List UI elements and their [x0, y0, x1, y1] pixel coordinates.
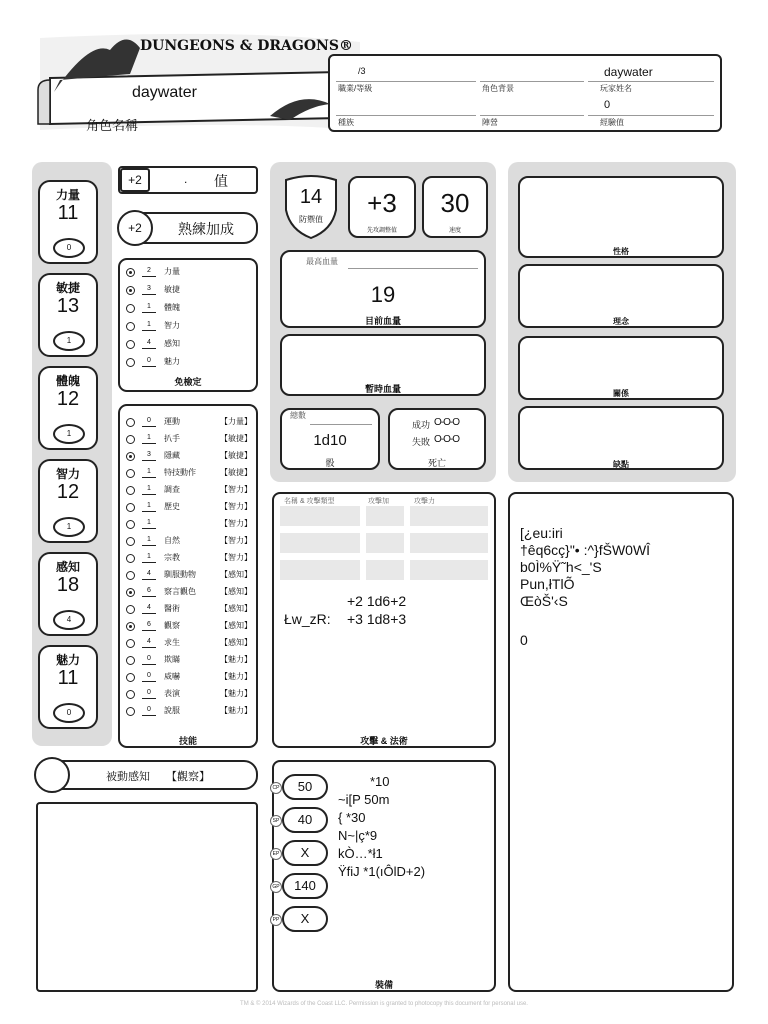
death-success-checks[interactable]: O-O-O [434, 417, 459, 428]
proficiency-dot[interactable] [126, 452, 135, 461]
features-line: 0 [520, 632, 528, 648]
attack-cell[interactable] [280, 506, 360, 526]
death-failure-checks[interactable]: O-O-O [434, 434, 459, 445]
hit-dice-caption: 骰 [325, 458, 335, 468]
proficiency-dot[interactable] [126, 605, 135, 614]
speed-value[interactable]: 30 [440, 188, 470, 218]
proficiency-dot[interactable] [126, 268, 135, 277]
skill-name: 欺瞞 [164, 655, 180, 664]
coin-cp[interactable] [272, 774, 328, 800]
features-line: Pun,łTlÕ [520, 576, 575, 592]
proficiency-dot[interactable] [126, 537, 135, 546]
save-name: 敏捷 [164, 285, 180, 294]
proficiency-dot[interactable] [126, 486, 135, 495]
skill-name: 宗教 [164, 553, 180, 562]
save-value: 3 [142, 284, 156, 295]
proficiency-dot[interactable] [126, 673, 135, 682]
skill-name: 說服 [164, 706, 180, 715]
skill-name: 特技動作 [164, 468, 196, 477]
hp-max-label: 最高血量 [306, 257, 338, 266]
skill-value: 4 [142, 637, 156, 648]
armor-class-value[interactable]: 14 [299, 186, 323, 208]
attack-cell[interactable] [280, 533, 360, 553]
ability-name: 體魄 [55, 374, 80, 388]
proficiency-dot[interactable] [126, 520, 135, 529]
coin-value: 50 [297, 779, 313, 794]
save-value: 1 [142, 302, 156, 313]
features-line: [¿eu:iri [520, 525, 563, 541]
proficiency-dot[interactable] [126, 435, 135, 444]
skill-name: 求生 [164, 638, 180, 647]
skill-value: 0 [142, 671, 156, 682]
skill-ability: 【感知】 [220, 621, 252, 630]
attack-cell[interactable] [366, 560, 404, 580]
inspiration-value[interactable]: +2 [120, 168, 150, 192]
saving-throws-box [118, 258, 258, 392]
bonds-label: 關係 [613, 389, 629, 398]
skill-ability: 【感知】 [220, 638, 252, 647]
proficiency-dot[interactable] [126, 707, 135, 716]
footer-copyright: TM & © 2014 Wizards of the Coast LLC. Permission is granted to photocopy this document for personal use. [240, 1001, 528, 1007]
coin-value: X [300, 911, 310, 926]
player-name-value[interactable]: daywater [604, 65, 653, 79]
coin-value: 140 [294, 878, 316, 893]
skill-ability: 【智力】 [220, 502, 252, 511]
coin-ep[interactable] [272, 840, 328, 866]
proficiency-label: 熟練加成 [178, 221, 234, 237]
character-info-box [328, 54, 722, 132]
attack-line-2-value[interactable]: +3 1d8+3 [347, 611, 407, 627]
save-value: 0 [142, 356, 156, 367]
save-name: 智力 [164, 321, 180, 330]
equipment-line[interactable]: ~i[P 50m [338, 792, 390, 807]
features-line: b0Ì%Ÿ˜h<_'S [520, 559, 602, 575]
proficiency-dot[interactable] [126, 588, 135, 597]
skill-ability: 【力量】 [220, 417, 252, 426]
death-success-label: 成功 [412, 420, 431, 430]
proficiency-dot[interactable] [126, 503, 135, 512]
player-name-label: 玩家姓名 [600, 84, 632, 93]
ability-modifier: 0 [53, 703, 85, 723]
skill-ability: 【敏捷】 [220, 434, 252, 443]
coin-code: EP [270, 848, 282, 860]
coin-code: CP [270, 782, 282, 794]
skill-ability: 【智力】 [220, 485, 252, 494]
coin-code: PP [270, 914, 282, 926]
skill-name: 觀察 [164, 621, 180, 630]
equipment-line[interactable]: *10 [370, 774, 390, 789]
ability-modifier: 0 [53, 238, 85, 258]
save-name: 魅力 [164, 357, 180, 366]
skill-value: 1 [142, 552, 156, 563]
death-failure-label: 失敗 [412, 437, 431, 447]
proficiency-value[interactable]: +2 [117, 210, 153, 246]
ability-str[interactable] [38, 180, 98, 264]
skill-ability: 【魅力】 [220, 672, 252, 681]
ability-score[interactable]: 11 [57, 202, 79, 224]
skill-ability: 【敏捷】 [220, 451, 252, 460]
skill-value: 6 [142, 620, 156, 631]
flaws-label: 缺點 [613, 460, 629, 469]
skill-value: 1 [142, 467, 156, 478]
attack-cell[interactable] [410, 506, 488, 526]
hit-dice-total-label: 總數 [290, 411, 306, 420]
skill-name: 自然 [164, 536, 180, 545]
skill-ability: 【感知】 [220, 570, 252, 579]
proficiency-dot[interactable] [126, 690, 135, 699]
attack-cell[interactable] [366, 506, 404, 526]
equipment-line[interactable]: { *30 [338, 810, 366, 825]
skill-ability: 【魅力】 [220, 655, 252, 664]
equipment-line[interactable]: N~|ç*9 [338, 828, 378, 843]
skill-value: 0 [142, 688, 156, 699]
ability-score[interactable]: 18 [56, 574, 80, 596]
skill-value: 4 [142, 603, 156, 614]
passive-perception-value[interactable] [34, 757, 70, 793]
skill-name: 歷史 [164, 502, 180, 511]
equipment-line[interactable]: ŸfiJ *1(ıÔlD+2) [338, 864, 426, 879]
background-label: 角色背景 [482, 84, 514, 93]
ability-modifier: 4 [53, 610, 85, 630]
save-name: 體魄 [164, 303, 180, 312]
skill-ability: 【智力】 [220, 553, 252, 562]
ability-int[interactable] [38, 459, 98, 543]
coin-code: SP [270, 815, 282, 827]
proficiency-dot[interactable] [126, 571, 135, 580]
skill-ability: 【感知】 [220, 587, 252, 596]
attack-cell[interactable] [280, 560, 360, 580]
proficiency-dot[interactable] [126, 322, 135, 331]
initiative-value[interactable]: +3 [367, 188, 397, 218]
skill-ability: 【魅力】 [220, 689, 252, 698]
skill-value: 1 [142, 501, 156, 512]
hp-current-label: 目前血量 [364, 316, 401, 326]
ability-name: 感知 [55, 560, 80, 574]
save-name: 力量 [164, 267, 180, 276]
equipment-line[interactable]: kÒ…*ł1 [338, 846, 383, 861]
features-line: ŒòŠ'‹S [520, 593, 568, 609]
saving-throws-title: 免檢定 [174, 377, 202, 387]
proficiency-dot[interactable] [126, 358, 135, 367]
skill-value: 1 [142, 433, 156, 444]
features-line: †êq6cç}"• :^}fŠW0WÎ [520, 542, 651, 558]
attacks-title: 攻擊 & 法術 [360, 736, 408, 746]
logo-text: DUNGEONS & DRAGONS® [140, 38, 353, 54]
attack-line-1[interactable]: +2 1d6+2 [347, 593, 407, 609]
ability-dex[interactable] [38, 273, 98, 357]
ability-con[interactable] [38, 366, 98, 450]
inspiration-label: 值 [214, 173, 228, 189]
skill-name: 運動 [164, 417, 180, 426]
skill-value: 1 [142, 518, 156, 529]
ability-score[interactable]: 12 [56, 388, 80, 410]
skill-ability: 【智力】 [220, 536, 252, 545]
ideals-label: 理念 [613, 317, 629, 326]
xp-value[interactable]: 0 [604, 99, 611, 111]
armor-class-label: 防禦值 [299, 215, 323, 224]
save-name: 感知 [164, 339, 180, 348]
coin-pp[interactable] [272, 906, 328, 932]
skill-name: 醫術 [164, 604, 180, 613]
ability-modifier: 1 [53, 517, 85, 537]
skill-value: 6 [142, 586, 156, 597]
coin-value: X [300, 845, 310, 860]
ability-wis[interactable] [38, 552, 98, 636]
ability-modifier: 1 [53, 424, 85, 444]
proficiency-dot[interactable] [126, 639, 135, 648]
character-name-value[interactable]: daywater [132, 84, 197, 101]
ability-score[interactable]: 13 [56, 295, 80, 317]
hp-temp-label: 暫時血量 [364, 384, 401, 394]
attack-col-name: 名稱 & 攻擊類型 [284, 498, 335, 505]
attack-line-2-name[interactable]: Łw_zR: [284, 611, 331, 627]
death-caption: 死亡 [427, 458, 446, 468]
speed-label: 速度 [448, 228, 461, 234]
skill-ability: 【敏捷】 [220, 468, 252, 477]
proficiency-dot[interactable] [126, 418, 135, 427]
ability-modifier: 1 [53, 331, 85, 351]
inspiration-dot: . [184, 172, 188, 186]
alignment-label: 陣營 [482, 118, 498, 127]
xp-label: 經驗值 [600, 118, 624, 127]
attack-col-bonus: 攻擊加 [368, 498, 389, 505]
traits-label: 性格 [613, 247, 629, 256]
ability-name: 敏捷 [55, 281, 80, 295]
hp-current-value[interactable]: 19 [370, 282, 396, 307]
skill-ability: 【魅力】 [220, 706, 252, 715]
ability-cha[interactable] [38, 645, 98, 729]
skills-title: 技能 [178, 736, 197, 746]
passive-perception-label: 被動感知 [106, 771, 150, 783]
coin-code: GP [270, 881, 282, 893]
skill-name: 調查 [164, 485, 180, 494]
ability-name: 魅力 [55, 653, 80, 667]
proficiency-dot[interactable] [126, 656, 135, 665]
skill-name: 隱藏 [164, 451, 180, 460]
proficiency-dot[interactable] [126, 622, 135, 631]
ability-score[interactable]: 11 [57, 667, 79, 689]
coin-sp[interactable] [272, 807, 328, 833]
proficiency-dot[interactable] [126, 304, 135, 313]
skill-value: 0 [142, 416, 156, 427]
skill-value: 4 [142, 569, 156, 580]
attack-cell[interactable] [410, 533, 488, 553]
hit-dice-value[interactable]: 1d10 [313, 432, 347, 449]
ability-name: 力量 [55, 188, 80, 202]
skill-value: 1 [142, 484, 156, 495]
ability-name: 智力 [55, 467, 80, 481]
skill-name: 扒手 [164, 434, 180, 443]
attack-col-damage: 攻擊力 [414, 498, 435, 505]
attack-cell[interactable] [410, 560, 488, 580]
save-value: 4 [142, 338, 156, 349]
skill-value: 0 [142, 705, 156, 716]
skill-value: 1 [142, 535, 156, 546]
character-name-label: 角色名稱 [86, 118, 139, 133]
class-level-label: 職業/等級 [338, 84, 373, 93]
coin-gp[interactable] [272, 873, 328, 899]
equipment-title: 裝備 [374, 980, 393, 990]
proficiency-dot[interactable] [126, 554, 135, 563]
coin-value: 40 [297, 812, 313, 827]
save-value: 1 [142, 320, 156, 331]
proficiency-dot[interactable] [126, 469, 135, 478]
proficiency-dot[interactable] [126, 340, 135, 349]
skill-name: 馴服動物 [164, 570, 196, 579]
attack-cell[interactable] [366, 533, 404, 553]
save-value: 2 [142, 266, 156, 277]
proficiency-dot[interactable] [126, 286, 135, 295]
skill-ability: 【智力】 [220, 519, 252, 528]
skill-name: 表演 [164, 689, 180, 698]
skill-name: 察言觀色 [164, 587, 196, 596]
race-label: 種族 [338, 118, 354, 127]
skill-value: 0 [142, 654, 156, 665]
skill-value: 3 [142, 450, 156, 461]
skill-name: 威嚇 [164, 672, 180, 681]
passive-perception-ability: 【觀察】 [166, 771, 210, 783]
initiative-label: 先攻調整值 [366, 228, 397, 234]
ability-score[interactable]: 12 [56, 481, 80, 503]
class-level-value[interactable]: /3 [358, 66, 366, 76]
skill-ability: 【感知】 [220, 604, 252, 613]
proficiencies-languages-box[interactable] [36, 802, 258, 992]
